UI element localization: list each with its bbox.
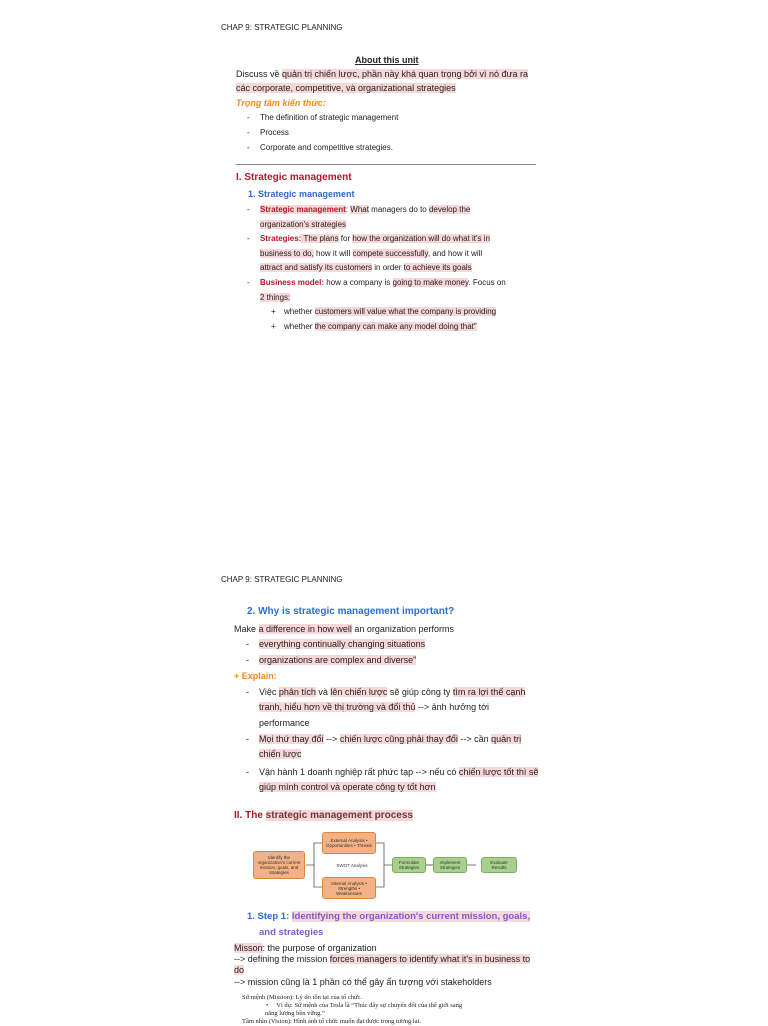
section-2-title: II. The strategic management process [234,810,413,821]
bullet-icon: • [266,1002,269,1009]
connector [314,865,322,887]
swot-label: SWOT Analysis [328,859,376,871]
evaluate-box: Evaluate Results [481,857,517,873]
mission-def: Misson: the purpose of organization [234,943,377,953]
explain-label: + Explain: [234,671,277,681]
identify-box: Identify the organization's current mission, goals, and strategies [253,851,305,879]
connector [306,843,322,865]
process-diagram [250,829,520,903]
discuss-line-2: các corporate, competitive, và organizational strategies [236,83,456,93]
explain-item-1-line-2: tranh, hiểu hơn về thị trường và đối thủ --> ảnh hưởng tới [259,702,490,712]
explain-item-1: - Việc phân tích và lên chiến lược sẽ giúp công ty tìm ra lợi thế cạnh [259,685,525,699]
why-item: - organizations are complex and diverse" [259,653,416,667]
subsection-1-title: 1. Strategic management [248,189,355,199]
page-header: CHAP 9: STRATEGIC PLANNING [221,575,343,584]
explain-item-1-line-3: performance [259,718,310,728]
step-1-title-line-2: and strategies [259,927,324,938]
implement-box: Implement Strategies [433,857,467,873]
note-example: • Ví dụ: Sứ mệnh của Tesla là “Thúc đẩy sự chuyển đổi của thế giới sang [266,1002,463,1009]
strategies-def-line-3: attract and satisfy its customers in order to achieve its goals [260,263,472,272]
strategic-management-def: - Strategic management: What managers do to develop the [260,204,470,216]
business-model-point: + whether the company can make any model doing that" [284,321,477,333]
mission-forces-line-2: do [234,965,245,975]
explain-item-2: - Mọi thứ thay đổi --> chiến lược cũng phải thay đổi --> cần quản trị [259,732,521,746]
note-vision: Tầm nhìn (Vision): Hình ảnh tổ chức muốn đạt được trong tương lai. [242,1018,421,1025]
step-1-title: 1. Step 1: Identifying the organization's current mission, goals, [247,911,531,922]
divider [236,164,536,165]
connector [376,865,384,887]
strategies-def: - Strategies: The plans for how the organization will do what it's in [260,233,490,245]
focus-item: - The definition of strategic management [260,112,398,124]
mission-stakeholders: --> mission cũng là 1 phần có thể gây ấn tượng với stakeholders [234,977,492,987]
note-mission: Sứ mệnh (Mission): Lý do tồn tại của tổ chức. [242,994,363,1001]
focus-item: - Process [260,127,289,139]
connector [376,843,392,865]
strategies-def-line-2: business to do, how it will compete successfully, and how it will [260,249,483,258]
formulate-box: Formulate Strategies [392,857,426,873]
focus-item: - Corporate and competitive strategies. [260,142,393,154]
discuss-line-1: Discuss về quản trị chiến lược, phần này khá quan trọng bởi vì nó đưa ra [236,69,529,79]
about-title: About this unit [355,55,419,65]
focus-label: Trọng tâm kiến thức: [236,98,326,108]
why-item: - everything continually changing situations [259,637,425,651]
explain-item-3-line-2: giúp mình control và operate công ty tốt hơn [259,782,436,792]
business-model-def: - Business model: how a company is going to make money. Focus on [260,277,506,289]
page-header: CHAP 9: STRATEGIC PLANNING [221,23,343,32]
business-model-def-line-2: 2 things: [260,293,291,302]
mission-forces: --> defining the mission forces managers to identify what it's in business to [234,954,531,964]
make-difference-line: Make a difference in how well an organization performs [234,624,454,634]
external-analysis-box: External Analysis • Opportunities • Threats [322,832,376,854]
note-example-line-2: năng lượng bền vững.” [265,1010,325,1017]
explain-item-2-line-2: chiến lược [259,749,302,759]
section-1-title: I. Strategic management [236,172,352,183]
internal-analysis-box: Internal Analysis • Strengths • Weaknesses [322,877,376,899]
strategic-management-def-line-2: organization's strategies [260,220,347,229]
business-model-point: + whether customers will value what the company is providing [284,306,496,318]
explain-item-3: - Vận hành 1 doanh nghiệp rất phức tạp --> nếu có chiến lược tốt thì sẽ [259,765,538,779]
subsection-2-title: 2. Why is strategic management important? [247,606,455,617]
